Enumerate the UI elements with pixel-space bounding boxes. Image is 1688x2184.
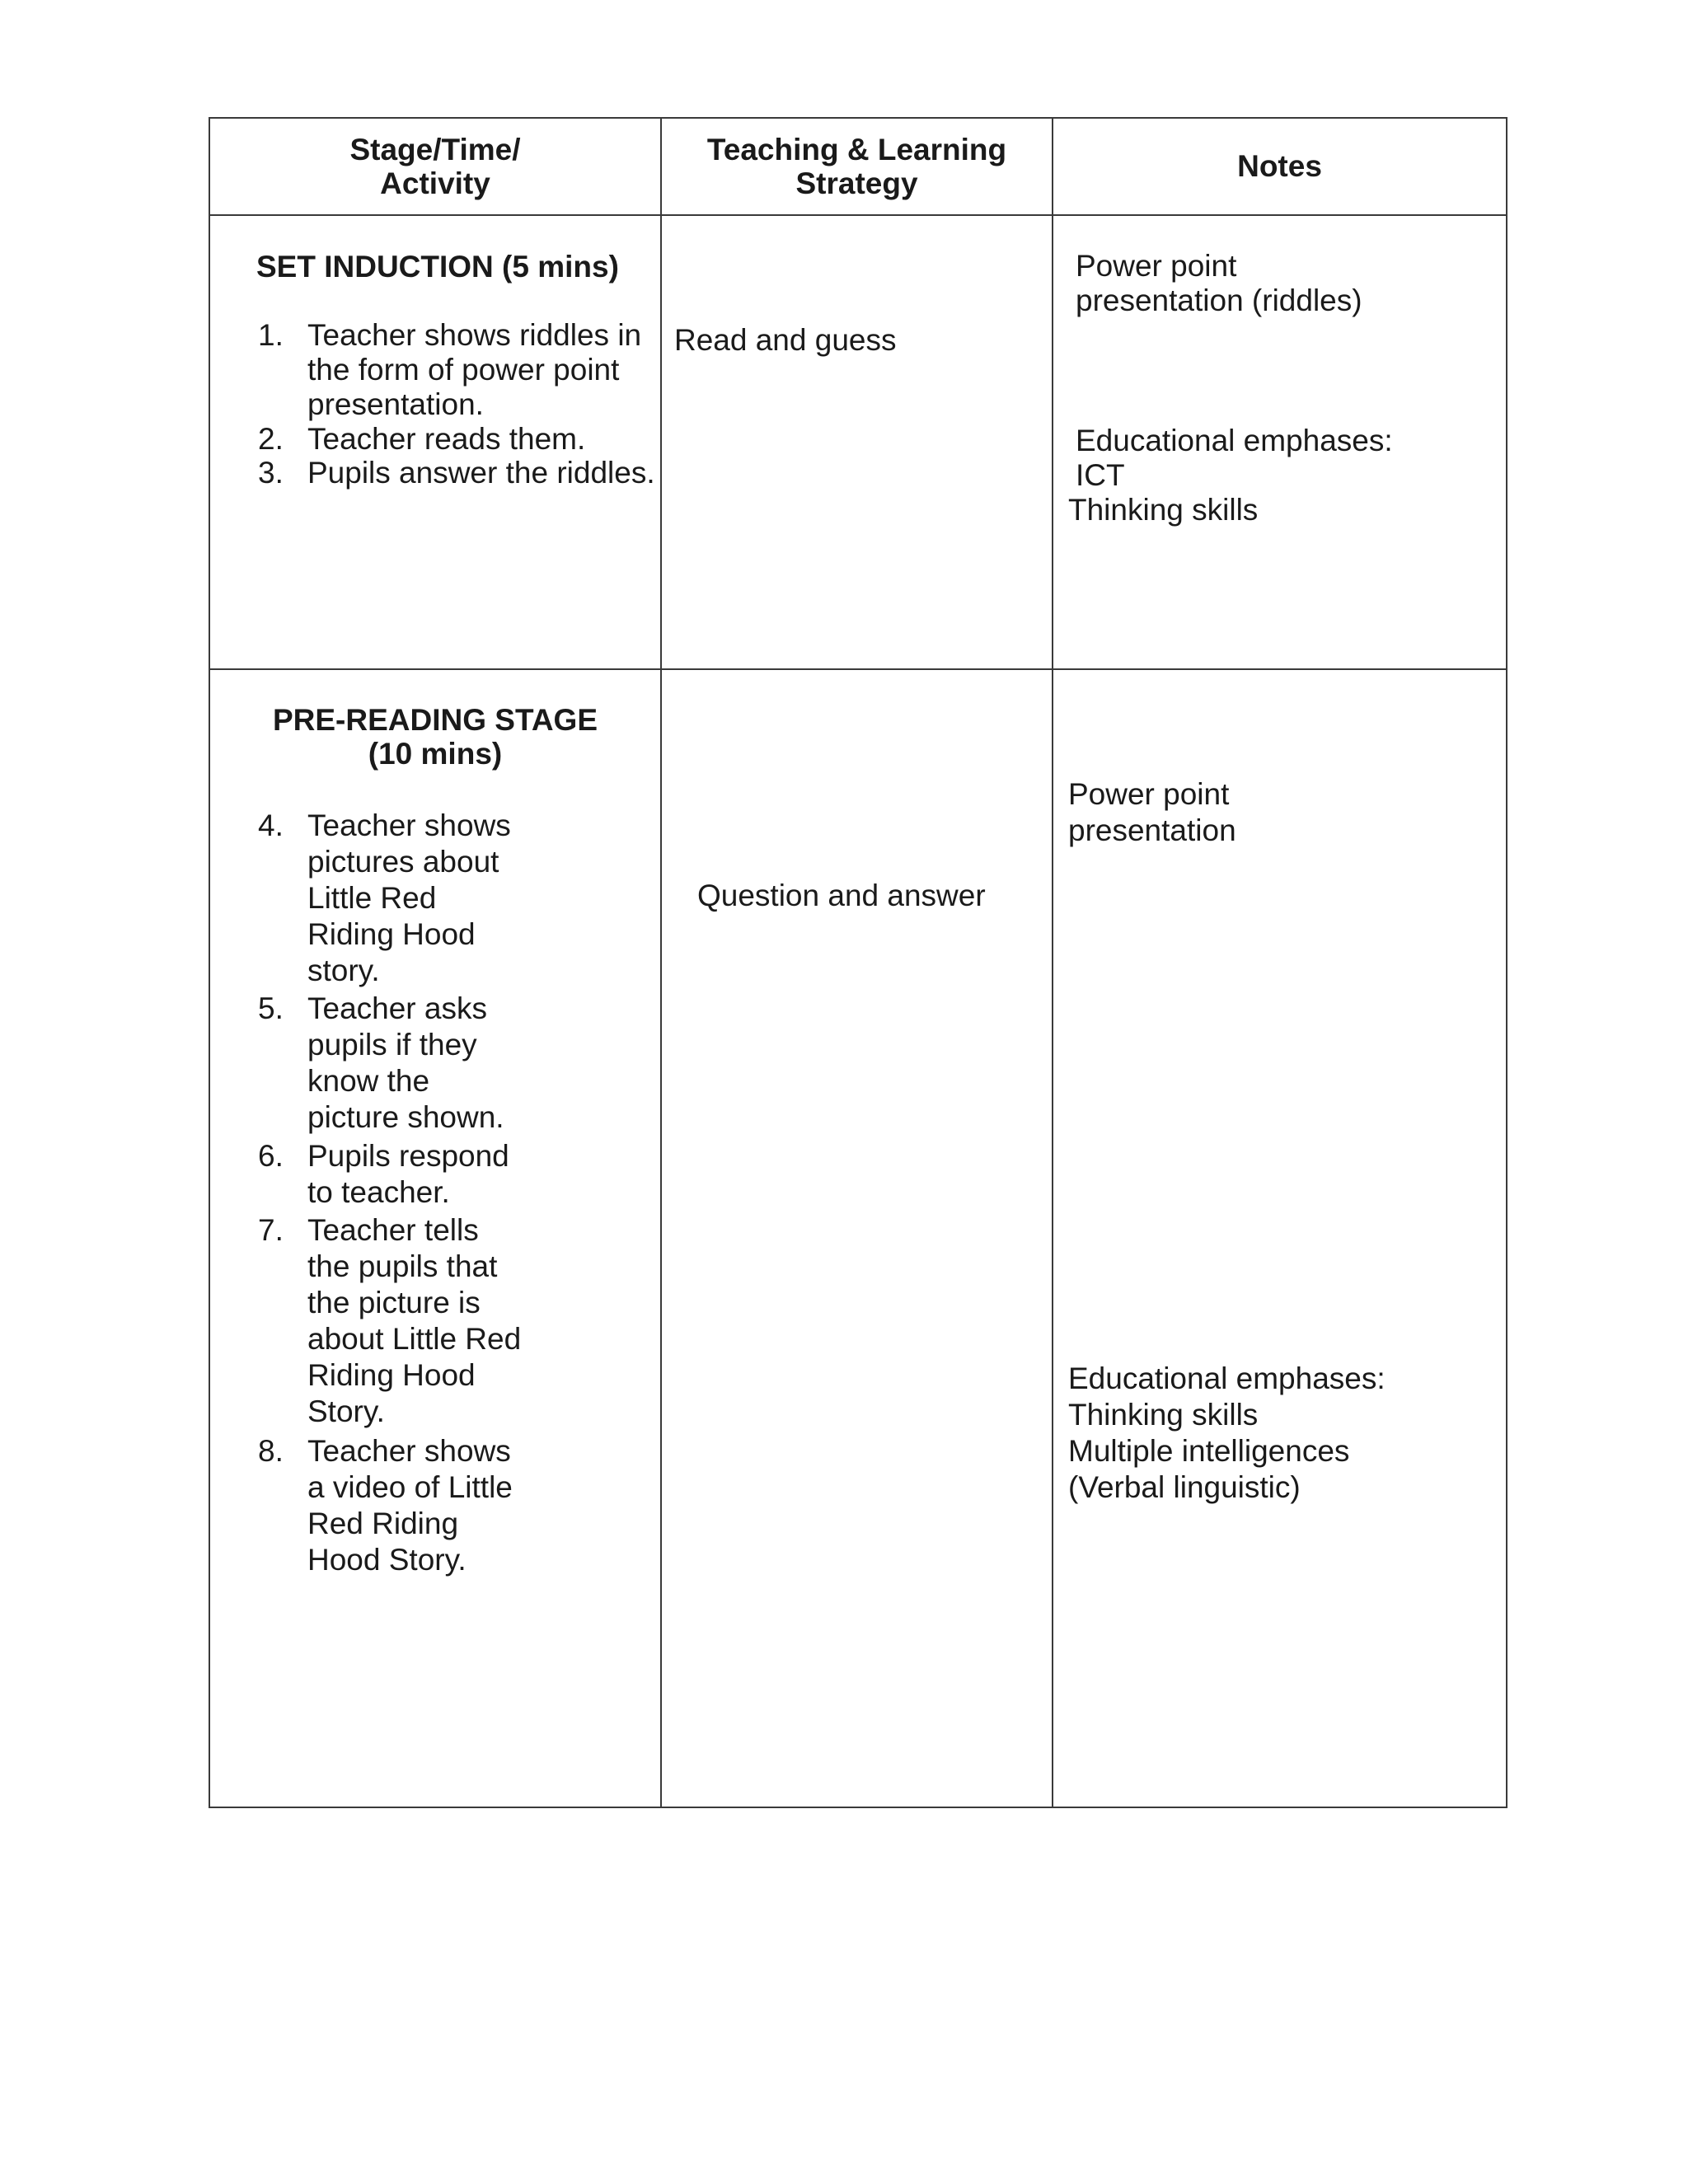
- table-border-left: [209, 117, 210, 1808]
- step-text: Pupils respond to teacher.: [307, 1139, 509, 1209]
- column-divider-1: [660, 117, 662, 1808]
- step-number: 5.: [258, 991, 284, 1025]
- header-notes: Notes: [1237, 149, 1322, 183]
- header-divider: [209, 214, 1507, 216]
- set-induction-title: SET INDUCTION (5 mins): [256, 250, 619, 284]
- pre-reading-notes-resource: Power point presentation: [1068, 777, 1236, 847]
- step-number: 8.: [258, 1434, 284, 1468]
- pre-reading-title: PRE-READING STAGE (10 mins): [272, 703, 598, 771]
- set-induction-notes-emphases: Educational emphases: ICT Thinking skills: [1068, 424, 1393, 527]
- step-text: Teacher reads them.: [307, 422, 586, 456]
- step-number: 2.: [258, 422, 284, 456]
- header-stage-activity: Stage/Time/ Activity: [349, 133, 521, 200]
- set-induction-strategy: Read and guess: [674, 323, 897, 357]
- step-text: Teacher shows pictures about Little Red Riding Hood story.: [307, 808, 511, 987]
- step-text: Teacher shows riddles in the form of power point presentation.: [307, 318, 642, 421]
- table-border-bottom: [209, 1807, 1507, 1808]
- step-text: Teacher shows a video of Little Red Riding Hood Story.: [307, 1434, 513, 1577]
- pre-reading-notes-emphases: Educational emphases: Thinking skills Multiple intelligences (Verbal linguistic): [1068, 1361, 1386, 1504]
- step-number: 7.: [258, 1213, 284, 1247]
- step-number: 6.: [258, 1139, 284, 1173]
- table-border-top: [209, 117, 1507, 119]
- pre-reading-strategy: Question and answer: [697, 879, 986, 912]
- table-border-right: [1506, 117, 1507, 1808]
- step-number: 3.: [258, 456, 284, 490]
- set-induction-notes-resource: Power point presentation (riddles): [1076, 249, 1362, 317]
- step-text: Teacher tells the pupils that the picture is about Little Red Riding Hood Story.: [307, 1213, 522, 1428]
- header-teaching-strategy: Teaching & Learning Strategy: [706, 133, 1007, 200]
- step-number: 1.: [258, 318, 284, 352]
- step-number: 4.: [258, 808, 284, 842]
- step-text: Teacher asks pupils if they know the picture shown.: [307, 991, 504, 1134]
- column-divider-2: [1052, 117, 1053, 1808]
- step-text: Pupils answer the riddles.: [307, 456, 655, 490]
- row-divider: [209, 668, 1507, 670]
